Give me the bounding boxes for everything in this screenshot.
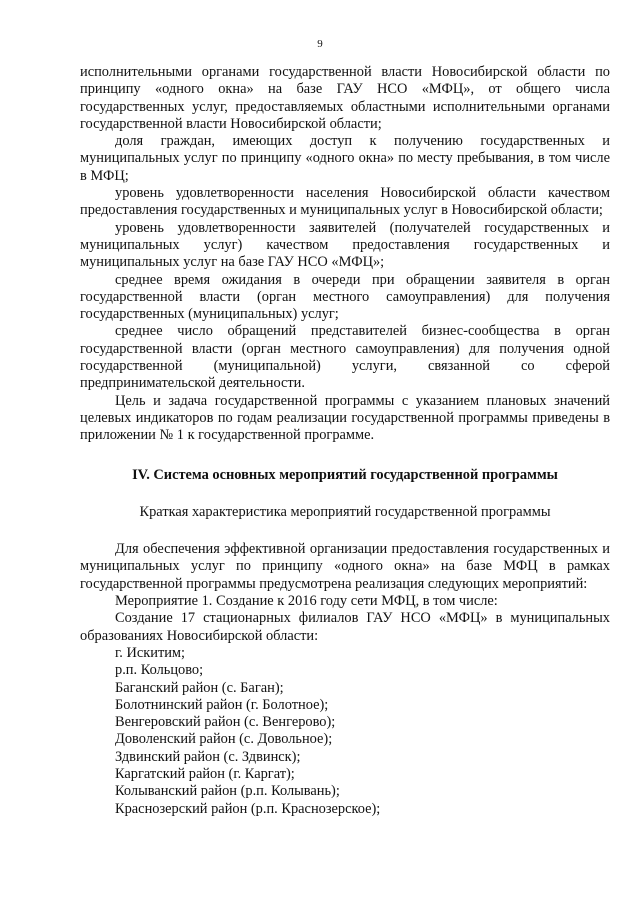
paragraph-continuation: исполнительными органами государственной власти Новосибирской области по принципу «одного окна» на базе ГАУ НСО «МФЦ», от общего числа государственных услуг, предоставляемых областными исполнительными органами государственной власти Новосибирской области; [80,64,610,132]
list-item: Каргатский район (г. Каргат); [115,765,295,782]
paragraph: уровень удовлетворенности заявителей (получателей государственных и муниципальных услуг) качеством предоставления государственных и муниципальных услуг на базе ГАУ НСО «МФЦ»; [80,219,610,271]
paragraph: Цель и задача государственной программы с указанием плановых значений целевых индикаторов по годам реализации государственной программы приведены в приложении № 1 к государственной программе. [80,392,610,444]
list-item: Краснозерский район (р.п. Краснозерское); [115,800,381,817]
section-subheading: Краткая характеристика мероприятий государственной программы [139,503,551,520]
section-heading: IV. Система основных мероприятий государственной программы [132,466,558,483]
list-item: р.п. Кольцово; [115,662,204,679]
list-item: Болотнинский район (г. Болотное); [115,696,329,713]
list-item: Здвинский район (с. Здвинск); [115,748,301,765]
page-number: 9 [317,38,323,50]
paragraph: среднее число обращений представителей бизнес-сообщества в орган государственной власти (орган местного самоуправления) для получения одной государственной (муниципальной) услуги, связанной со сферой предпринимательской деятельности. [80,323,610,392]
paragraph: Для обеспечения эффективной организации предоставления государственных и муниципальных услуг по принципу «одного окна» на базе МФЦ в рамках государственной программы предусмотрена реализация следующих мероприятий: [80,541,610,592]
paragraph: среднее время ожидания в очереди при обращении заявителя в орган государственной власти (орган местного самоуправления) для получения государственных (муниципальных) услуг; [80,271,610,323]
branch-list [80,645,610,818]
paragraph: Мероприятие 1. Создание к 2016 году сети МФЦ, в том числе: [115,593,498,610]
paragraph: уровень удовлетворенности населения Новосибирской области качеством предоставления государственных и муниципальных услуг в Новосибирской области; [80,185,610,219]
list-item: Доволенский район (с. Довольное); [115,731,333,748]
document-body [80,64,610,818]
list-item: г. Искитим; [115,644,186,661]
list-item: Баганский район (с. Баган); [115,679,284,696]
list-item: Колыванский район (р.п. Колывань); [115,783,340,800]
paragraph: доля граждан, имеющих доступ к получению государственных и муниципальных услуг по принципу «одного окна» по месту пребывания, в том числе в МФЦ; [80,133,610,184]
list-item: Венгеровский район (с. Венгерово); [115,714,336,731]
paragraph: Создание 17 стационарных филиалов ГАУ НСО «МФЦ» в муниципальных образованиях Новосибирской области: [80,610,610,644]
